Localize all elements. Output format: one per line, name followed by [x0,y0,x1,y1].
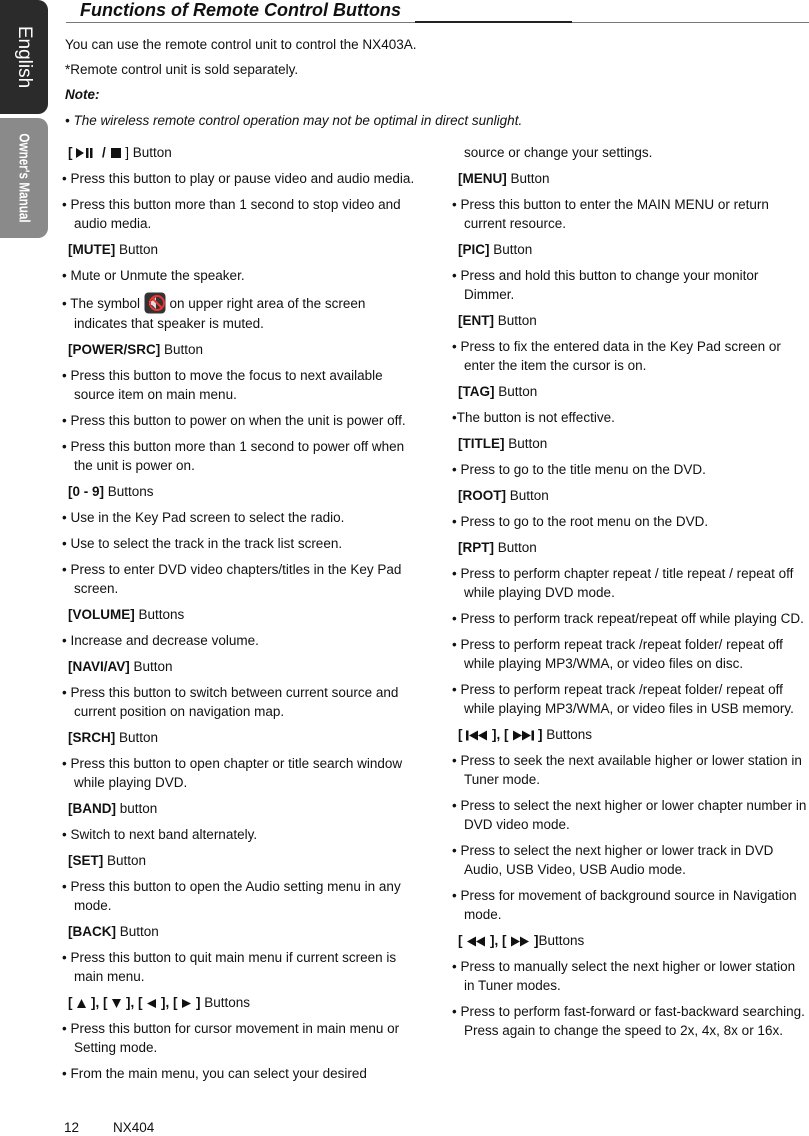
menu-bullet-1: • Press this button to enter the MAIN MENU or return current resource. [452,197,769,231]
numbers-bullet-1: • Use in the Key Pad screen to select the radio. [62,510,345,525]
power-heading: [POWER/SRC] Button [68,342,204,357]
root-heading: [ROOT] Button [458,488,549,503]
skip-bullet-2: • Press to select the next higher or lower chapter number in DVD video mode. [452,798,807,832]
back-heading: [BACK] Button [68,924,159,939]
mute-bullet-2: • The symbol on upper right area of the screen indicates that speaker is muted. [62,292,422,333]
navi-bullet-1: • Press this button to switch between current source and current position on navigation map. [62,685,399,719]
fast-heading: [ ], [ ]Buttons [458,933,585,948]
left-column [62,143,422,1090]
numbers-bullet-3: • Press to enter DVD video chapters/titles in the Key Pad screen. [62,562,402,596]
manual-tab [0,118,48,238]
skip-bullet-4: • Press for movement of background source in Navigation mode. [452,888,797,922]
skip-bullet-1: • Press to seek the next available higher or lower station in Tuner mode. [452,753,802,787]
ent-bullet-1: • Press to fix the entered data in the Key Pad screen or enter the item the cursor is on. [452,339,781,373]
arrow-left-icon [146,998,157,1009]
title-button-bullet-1: • Press to go to the title menu on the DVD. [452,462,706,477]
pic-bullet-1: • Press and hold this button to change your monitor Dimmer. [452,268,759,302]
tag-heading: [TAG] Button [458,384,538,399]
mute-speaker-icon [144,292,166,314]
fast-forward-icon [510,936,530,947]
skip-bullet-3: • Press to select the next higher or lower track in DVD Audio, USB Video, USB Audio mode. [452,843,774,877]
mute-heading: [MUTE] Button [68,242,159,257]
manual-label: Owner's Manual [15,133,33,223]
power-bullet-2: • Press this button to power on when the unit is power off. [62,413,406,428]
pic-heading: [PIC] Button [458,242,533,257]
srch-bullet-1: • Press this button to open chapter or title search window while playing DVD. [62,756,403,790]
srch-heading: [SRCH] Button [68,730,159,745]
fast-bullet-1: • Press to manually select the next higher or lower station in Tuner modes. [452,959,796,993]
power-bullet-1: • Press this button to move the focus to next available source item on main menu. [62,368,383,402]
fast-bullet-2: • Press to perform fast-forward or fast-backward searching. Press again to change the speed to 2x, 4x, 8x or 16x. [452,1004,805,1038]
skip-next-icon [512,730,534,741]
band-heading: [BAND] button [68,801,158,816]
root-bullet-1: • Press to go to the root menu on the DVD. [452,514,709,529]
rpt-bullet-1: • Press to perform chapter repeat / title repeat / repeat off while playing DVD mode. [452,566,794,600]
arrows-bullet-2: • From the main menu, you can select your desired [62,1066,367,1081]
arrows-heading: [ ], [ ], [ ], [ ] Buttons [68,995,251,1010]
numbers-bullet-2: • Use to select the track in the track list screen. [62,536,343,551]
set-bullet-1: • Press this button to open the Audio setting menu in any mode. [62,879,401,913]
note-label: Note: [65,87,100,102]
ent-heading: [ENT] Button [458,313,537,328]
language-label: English [14,25,35,89]
play-pause-icon [76,147,98,159]
page-number: 12 [64,1120,80,1135]
volume-bullet-1: • Increase and decrease volume. [62,633,259,648]
numbers-heading: [0 - 9] Buttons [68,484,154,499]
arrow-up-icon [76,998,87,1009]
arrow-right-icon [181,998,192,1009]
tag-bullet-1: •The button is not effective. [452,410,615,425]
title-button-heading: [TITLE] Button [458,436,548,451]
rpt-heading: [RPT] Button [458,540,537,555]
title-divider-accent [415,21,572,23]
rewind-icon [466,936,486,947]
play-bullet-1: • Press this button to play or pause video and audio media. [62,171,415,186]
skip-previous-icon [466,730,488,741]
page-title: Functions of Remote Control Buttons [80,0,401,20]
page-footer [64,1120,154,1135]
play-stop-suffix: ] Button [125,145,172,160]
arrow-down-icon [111,998,122,1009]
arrows-bullet-2-continued: source or change your settings. [464,145,653,160]
play-stop-heading: [ / ] Button [68,145,172,160]
power-bullet-3: • Press this button more than 1 second to power off when the unit is power on. [62,439,405,473]
stop-icon [110,147,122,159]
band-bullet-1: • Switch to next band alternately. [62,827,258,842]
navi-heading: [NAVI/AV] Button [68,659,173,674]
note-text: • The wireless remote control operation may not be optimal in direct sunlight. [65,113,523,128]
arrows-bullet-1: • Press this button for cursor movement in main menu or Setting mode. [62,1021,400,1055]
language-tab [0,0,48,114]
set-heading: [SET] Button [68,853,147,868]
play-bullet-2: • Press this button more than 1 second to stop video and audio media. [62,197,401,231]
volume-heading: [VOLUME] Buttons [68,607,185,622]
intro-line-2: *Remote control unit is sold separately. [65,62,299,77]
right-column [452,143,809,1047]
intro-line-1: You can use the remote control unit to control the NX403A. [65,37,417,52]
rpt-bullet-4: • Press to perform repeat track /repeat folder/ repeat off while playing MP3/WMA, or video files in USB memory. [452,682,794,716]
model-name: NX404 [113,1120,155,1135]
skip-heading: [ ], [ ] Buttons [458,727,593,742]
back-bullet-1: • Press this button to quit main menu if current screen is main menu. [62,950,397,984]
rpt-bullet-3: • Press to perform repeat track /repeat folder/ repeat off while playing MP3/WMA, or video files on disc. [452,637,783,671]
rpt-bullet-2: • Press to perform track repeat/repeat off while playing CD. [452,611,804,626]
menu-heading: [MENU] Button [458,171,550,186]
mute-bullet-1: • Mute or Unmute the speaker. [62,268,245,283]
